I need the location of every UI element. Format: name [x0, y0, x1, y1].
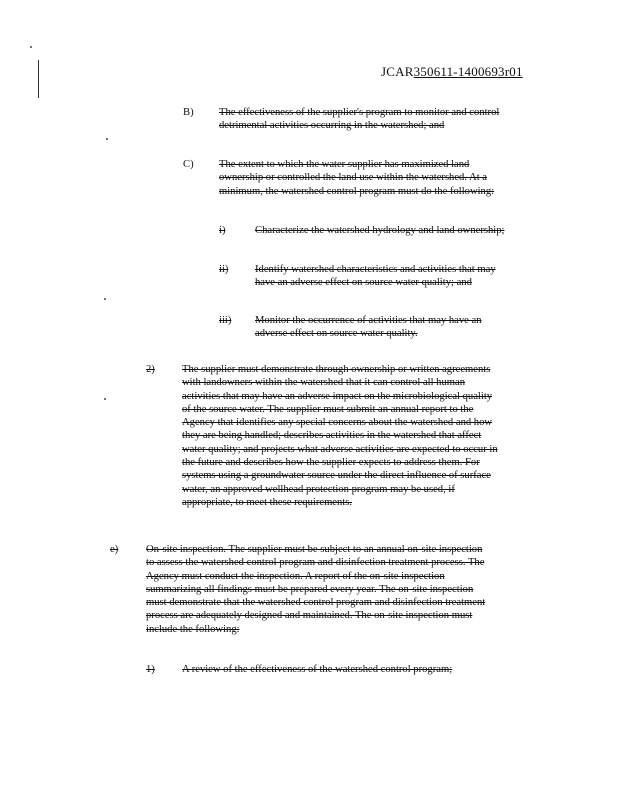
- item-e1-label: 1): [146, 664, 155, 675]
- text-line: appropriate, to meet these requirements.: [182, 496, 353, 508]
- text-line: include the following:: [146, 623, 240, 635]
- text-line: process are adequately designed and maintained. The on-site inspection must: [146, 610, 473, 622]
- item-i-label: i): [219, 225, 226, 236]
- scan-speck: [30, 46, 32, 48]
- text-line: of the source water. The supplier must submit an annual report to the: [182, 403, 474, 415]
- text-line: Agency must conduct the inspection. A report of the on-site inspection: [146, 570, 445, 582]
- item-c-text: [219, 158, 494, 198]
- item-b-text: [219, 106, 499, 133]
- item-i-text: [255, 224, 504, 237]
- text-line: Identify watershed characteristics and activities that may: [255, 264, 496, 275]
- text-line: detrimental activities occurring in the watershed; and: [219, 120, 445, 132]
- scan-speck: [104, 398, 106, 400]
- text-line: On-site inspection. The supplier must be subject to an annual on-site inspection: [146, 544, 483, 555]
- text-line: summarizing all findings must be prepared every year. The on-site inspection: [146, 583, 474, 595]
- item-2-text: [182, 363, 498, 509]
- text-line: to assess the watershed control program and disinfection treatment process. The: [146, 557, 485, 569]
- scan-speck: [106, 138, 108, 140]
- text-line: water quality; and projects what adverse activities are expected to occur in: [182, 443, 498, 455]
- item-iii-label: iii): [219, 315, 232, 326]
- item-iii-text: [255, 314, 482, 341]
- text-line: activities that may have an adverse impact on the microbiological quality: [182, 390, 493, 402]
- item-e-text: [146, 543, 485, 636]
- text-line: have an adverse effect on source water quality; and: [255, 277, 472, 289]
- scan-speck: [104, 298, 106, 300]
- document-id: [381, 64, 523, 80]
- doc-prefix: JCAR: [381, 64, 414, 79]
- text-line: the future and describes how the supplier expects to address them. For: [182, 457, 480, 469]
- item-ii-text: [255, 263, 496, 290]
- text-line: minimum, the watershed control program must do the following:: [219, 185, 495, 197]
- item-e-label: e): [110, 544, 119, 555]
- text-line: water, an approved wellhead protection program may be used, if: [182, 483, 455, 495]
- text-line: A review of the effectiveness of the watershed control program;: [182, 664, 453, 675]
- text-line: The effectiveness of the supplier's program to monitor and control: [219, 107, 500, 118]
- text-line: ownership or controlled the land use within the watershed. At a: [219, 172, 488, 184]
- item-e1-text: [182, 663, 452, 676]
- margin-mark: [38, 60, 39, 98]
- text-line: they are being handled; describes activities in the watershed that affect: [182, 430, 482, 442]
- text-line: Agency that identifies any special concerns about the watershed and how: [182, 417, 493, 429]
- text-line: The extent to which the water supplier has maximized land: [219, 159, 470, 170]
- text-line: Characterize the watershed hydrology and land ownership;: [255, 225, 505, 236]
- item-ii-label: ii): [219, 264, 229, 275]
- item-b-label: B): [183, 107, 194, 118]
- item-2-label: 2): [146, 364, 155, 375]
- text-line: adverse effect on source water quality.: [255, 328, 418, 340]
- doc-number: 350611-1400693r01: [413, 64, 523, 79]
- text-line: The supplier must demonstrate through ownership or written agreements: [182, 364, 491, 375]
- text-line: systems using a groundwater source under the direct influence of surface: [182, 470, 491, 482]
- item-c-label: C): [183, 159, 194, 170]
- text-line: Monitor the occurrence of activities that may have an: [255, 315, 482, 326]
- text-line: with landowners within the watershed that it can control all human: [182, 377, 466, 389]
- text-line: must demonstrate that the watershed control program and disinfection treatment: [146, 597, 486, 609]
